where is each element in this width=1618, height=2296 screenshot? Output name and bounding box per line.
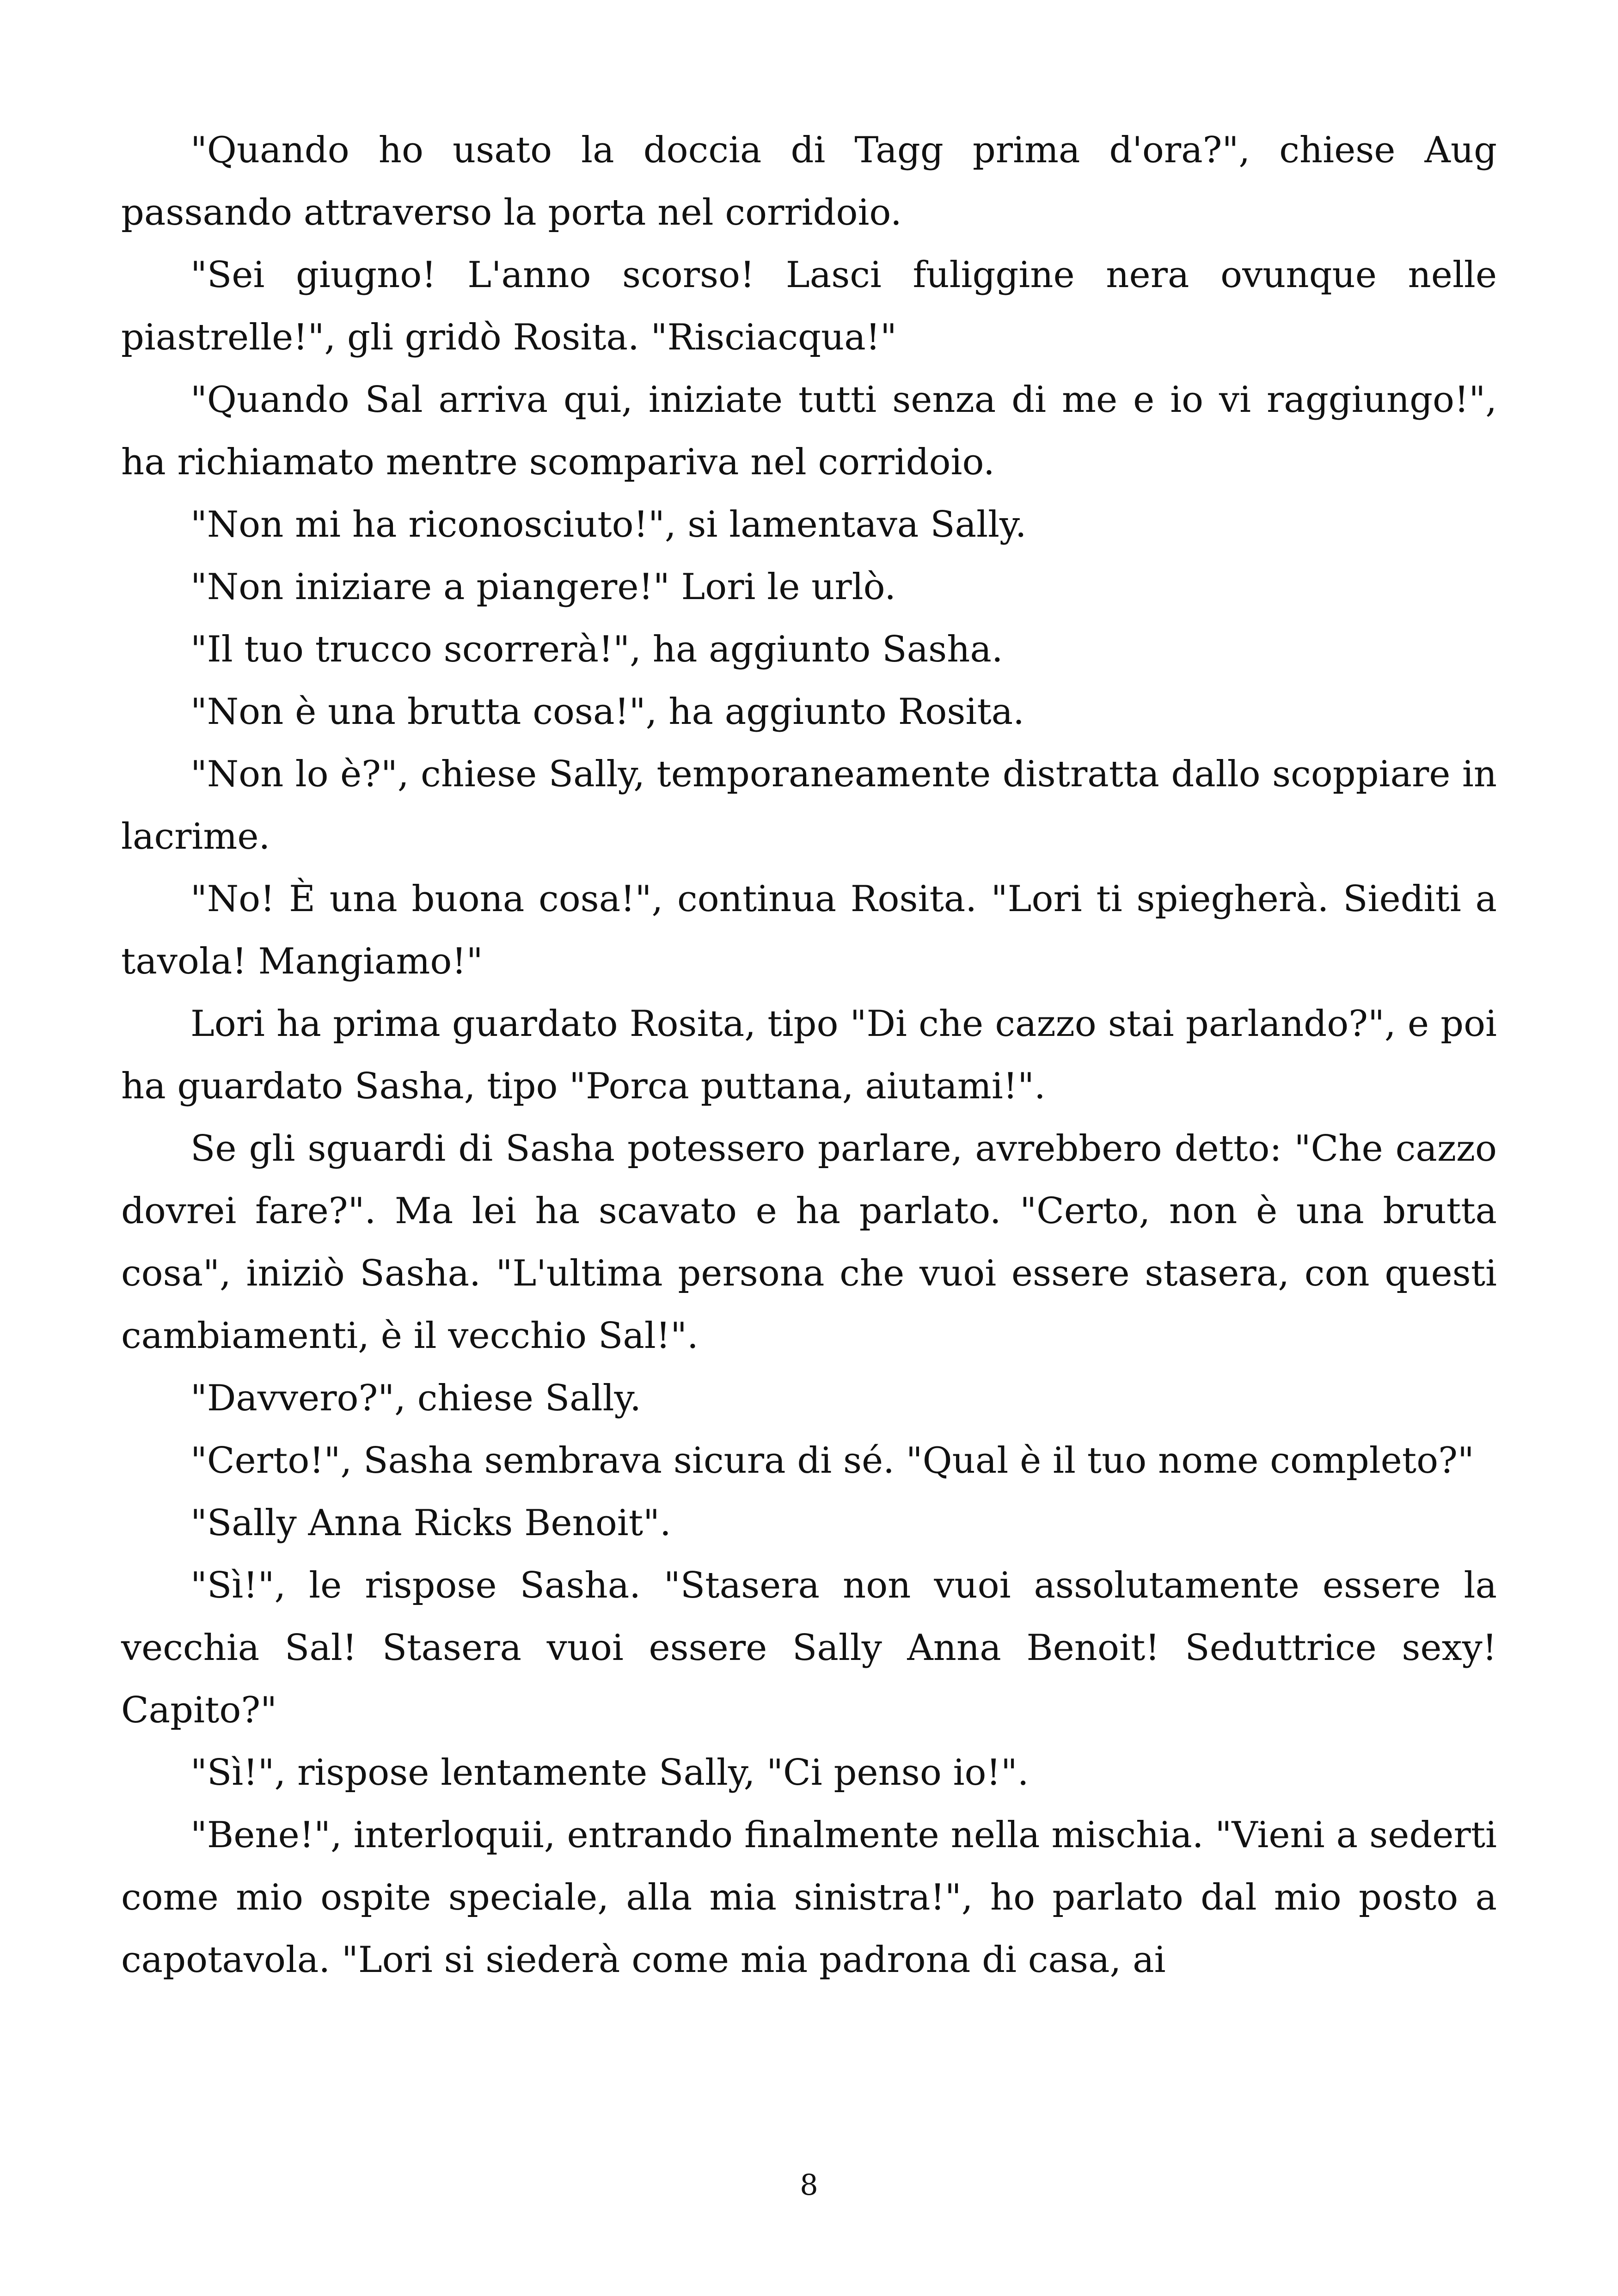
- paragraph: Lori ha prima guardato Rosita, tipo "Di che cazzo stai parlando?", e poi ha guardato Sasha, tipo "Porca puttana, aiutami!".: [121, 1003, 1497, 1107]
- body-text: [121, 119, 1497, 1991]
- paragraph: "Non iniziare a piangere!" Lori le urlò.: [190, 566, 896, 608]
- paragraph: "Sally Anna Ricks Benoit".: [190, 1502, 671, 1544]
- paragraph: "Non mi ha riconosciuto!", si lamentava Sally.: [190, 504, 1027, 545]
- paragraph: "Il tuo trucco scorrerà!", ha aggiunto Sasha.: [190, 629, 1003, 670]
- paragraph: "Non è una brutta cosa!", ha aggiunto Rosita.: [190, 691, 1024, 733]
- paragraph: Se gli sguardi di Sasha potessero parlare, avrebbero detto: "Che cazzo dovrei fare?". Ma lei ha scavato e ha parlato. "Certo, non è una brutta cosa", iniziò Sasha. "L'ultima persona che vuoi essere stasera, con questi cambiamenti, è il vecchio Sal!".: [121, 1128, 1497, 1357]
- paragraph: "Quando ho usato la doccia di Tagg prima d'ora?", chiese Aug passando attraverso la porta nel corridoio.: [121, 129, 1497, 233]
- paragraph: "Certo!", Sasha sembrava sicura di sé. "Qual è il tuo nome completo?": [190, 1440, 1474, 1482]
- paragraph: "No! È una buona cosa!", continua Rosita. "Lori ti spiegherà. Siediti a tavola! Mangiamo!": [121, 878, 1497, 982]
- paragraph: "Non lo è?", chiese Sally, temporaneamente distratta dallo scoppiare in lacrime.: [121, 753, 1497, 857]
- paragraph: "Davvero?", chiese Sally.: [190, 1378, 642, 1419]
- paragraph: "Sì!", rispose lentamente Sally, "Ci penso io!".: [190, 1752, 1029, 1794]
- paragraph: "Sei giugno! L'anno scorso! Lasci fuliggine nera ovunque nelle piastrelle!", gli gridò Rosita. "Risciacqua!": [121, 254, 1497, 358]
- paragraph: "Sì!", le rispose Sasha. "Stasera non vuoi assolutamente essere la vecchia Sal! Stasera vuoi essere Sally Anna Benoit! Seduttrice sexy! Capito?": [121, 1565, 1497, 1731]
- paragraph: "Bene!", interloquii, entrando finalmente nella mischia. "Vieni a sederti come mio ospite speciale, alla mia sinistra!", ho parlato dal mio posto a capotavola. "Lori si siederà come mia padrona di casa, ai: [121, 1814, 1497, 1981]
- page-number: 8: [800, 2168, 818, 2202]
- paragraph: "Quando Sal arriva qui, iniziate tutti senza di me e io vi raggiungo!", ha richiamato mentre scompariva nel corridoio.: [121, 379, 1497, 483]
